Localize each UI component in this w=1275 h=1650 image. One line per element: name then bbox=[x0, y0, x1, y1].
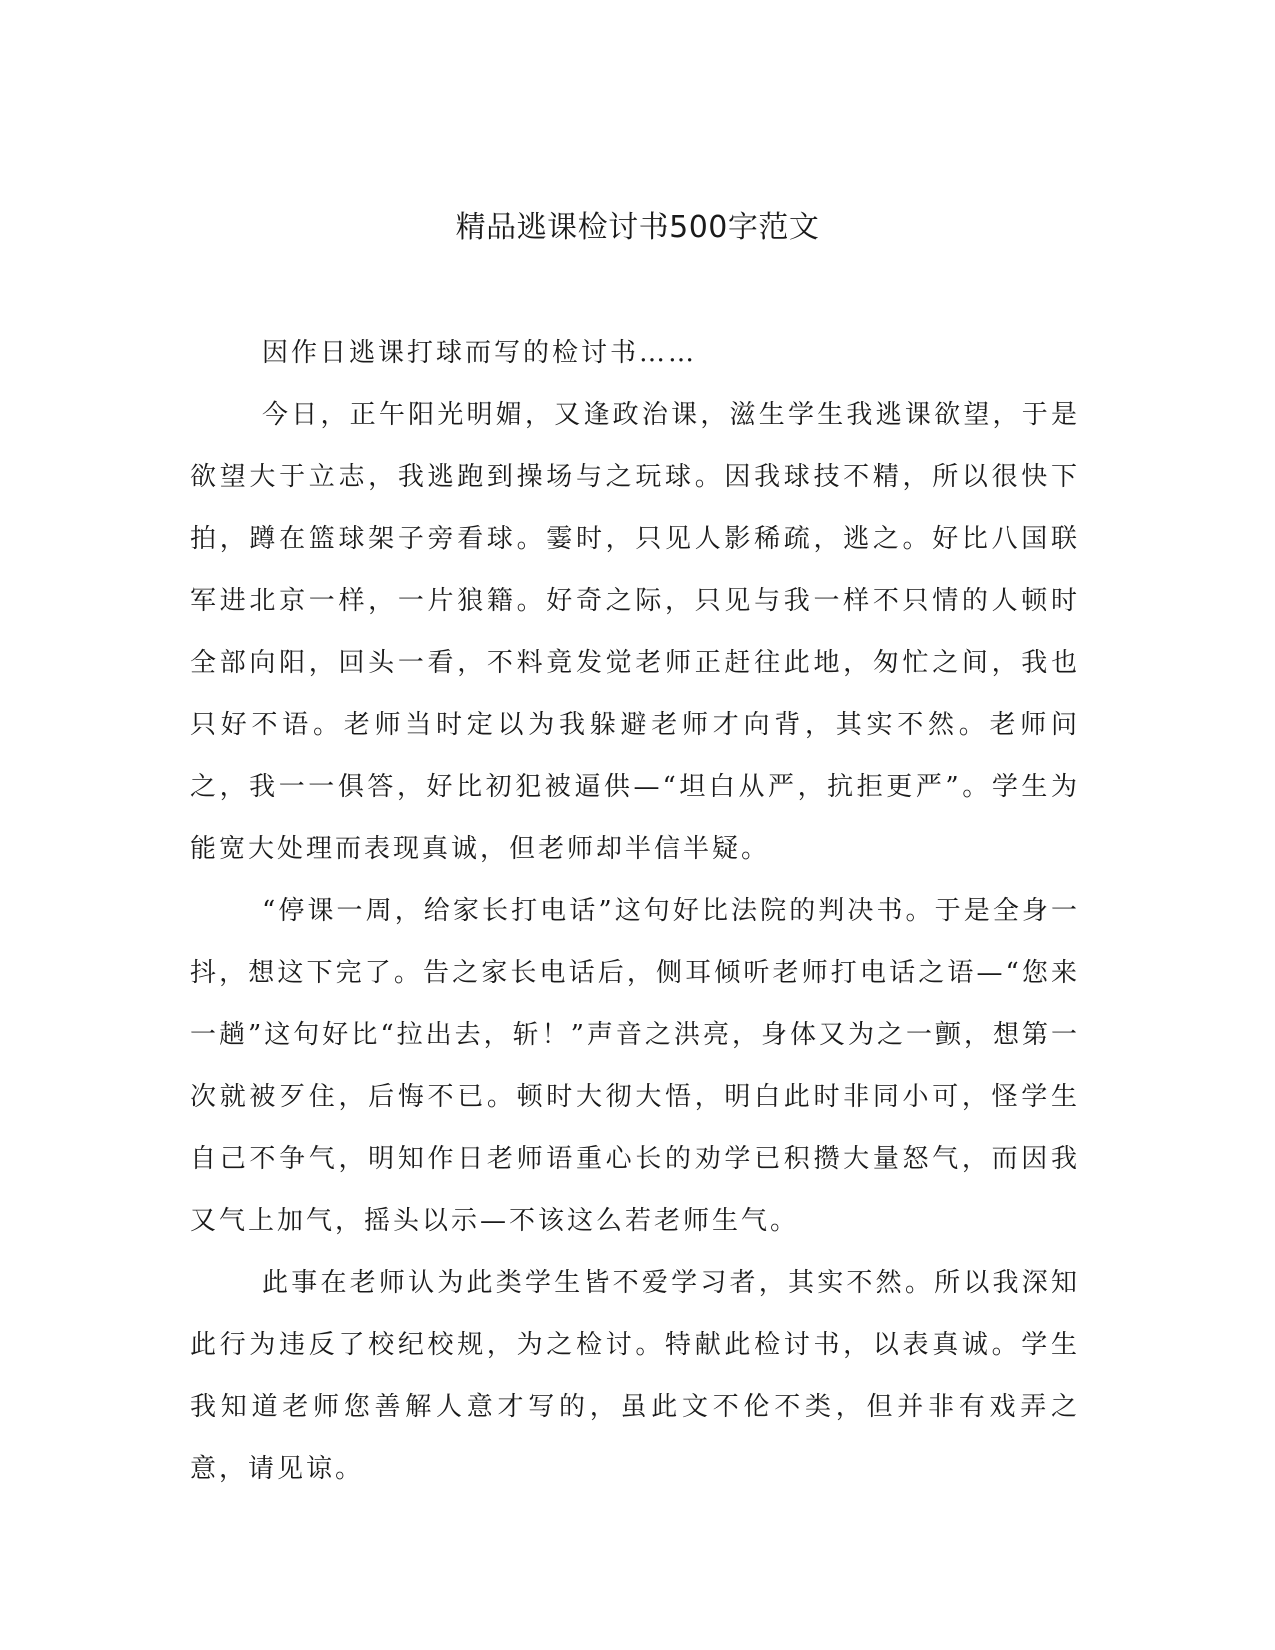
paragraph-apology: 此事在老师认为此类学生皆不爱学习者，其实不然。所以我深知此行为违反了校纪校规，为之检讨。特献此检讨书，以表真诚。学生我知道老师您善解人意才写的，虽此文不伦不类，但并非有戏弄之意，请见谅。 bbox=[190, 1268, 1080, 1484]
paragraph-consequence: “停课一周，给家长打电话”这句好比法院的判决书。于是全身一抖，想这下完了。告之家长电话后，侧耳倾听老师打电话之语—“您来一趟”这句好比“拉出去，斩！”声音之洪亮，身体又为之一颤，想第一次就被歹住，后悔不已。顿时大彻大悟，明白此时非同小可，怪学生自己不争气，明知作日老师语重心长的劝学已积攒大量怒气，而因我又气上加气，摇头以示—不该这么若老师生气。 bbox=[190, 896, 1080, 1236]
document-body bbox=[190, 322, 1080, 1500]
paragraph-story: 今日，正午阳光明媚，又逢政治课，滋生学生我逃课欲望，于是欲望大于立志，我逃跑到操场与之玩球。因我球技不精，所以很快下拍，蹲在篮球架子旁看球。霎时，只见人影稀疏，逃之。好比八国联军进北京一样，一片狼籍。好奇之际，只见与我一样不只情的人顿时全部向阳，回头一看，不料竟发觉老师正赶往此地，匆忙之间，我也只好不语。老师当时定以为我躲避老师才向背，其实不然。老师问之，我一一俱答，好比初犯被逼供—“坦白从严，抗拒更严”。学生为能宽大处理而表现真诚，但老师却半信半疑。 bbox=[190, 400, 1080, 864]
document-title: 精品逃课检讨书500字范文 bbox=[455, 210, 820, 245]
paragraph-intro: 因作日逃课打球而写的检讨书…… bbox=[262, 338, 698, 368]
